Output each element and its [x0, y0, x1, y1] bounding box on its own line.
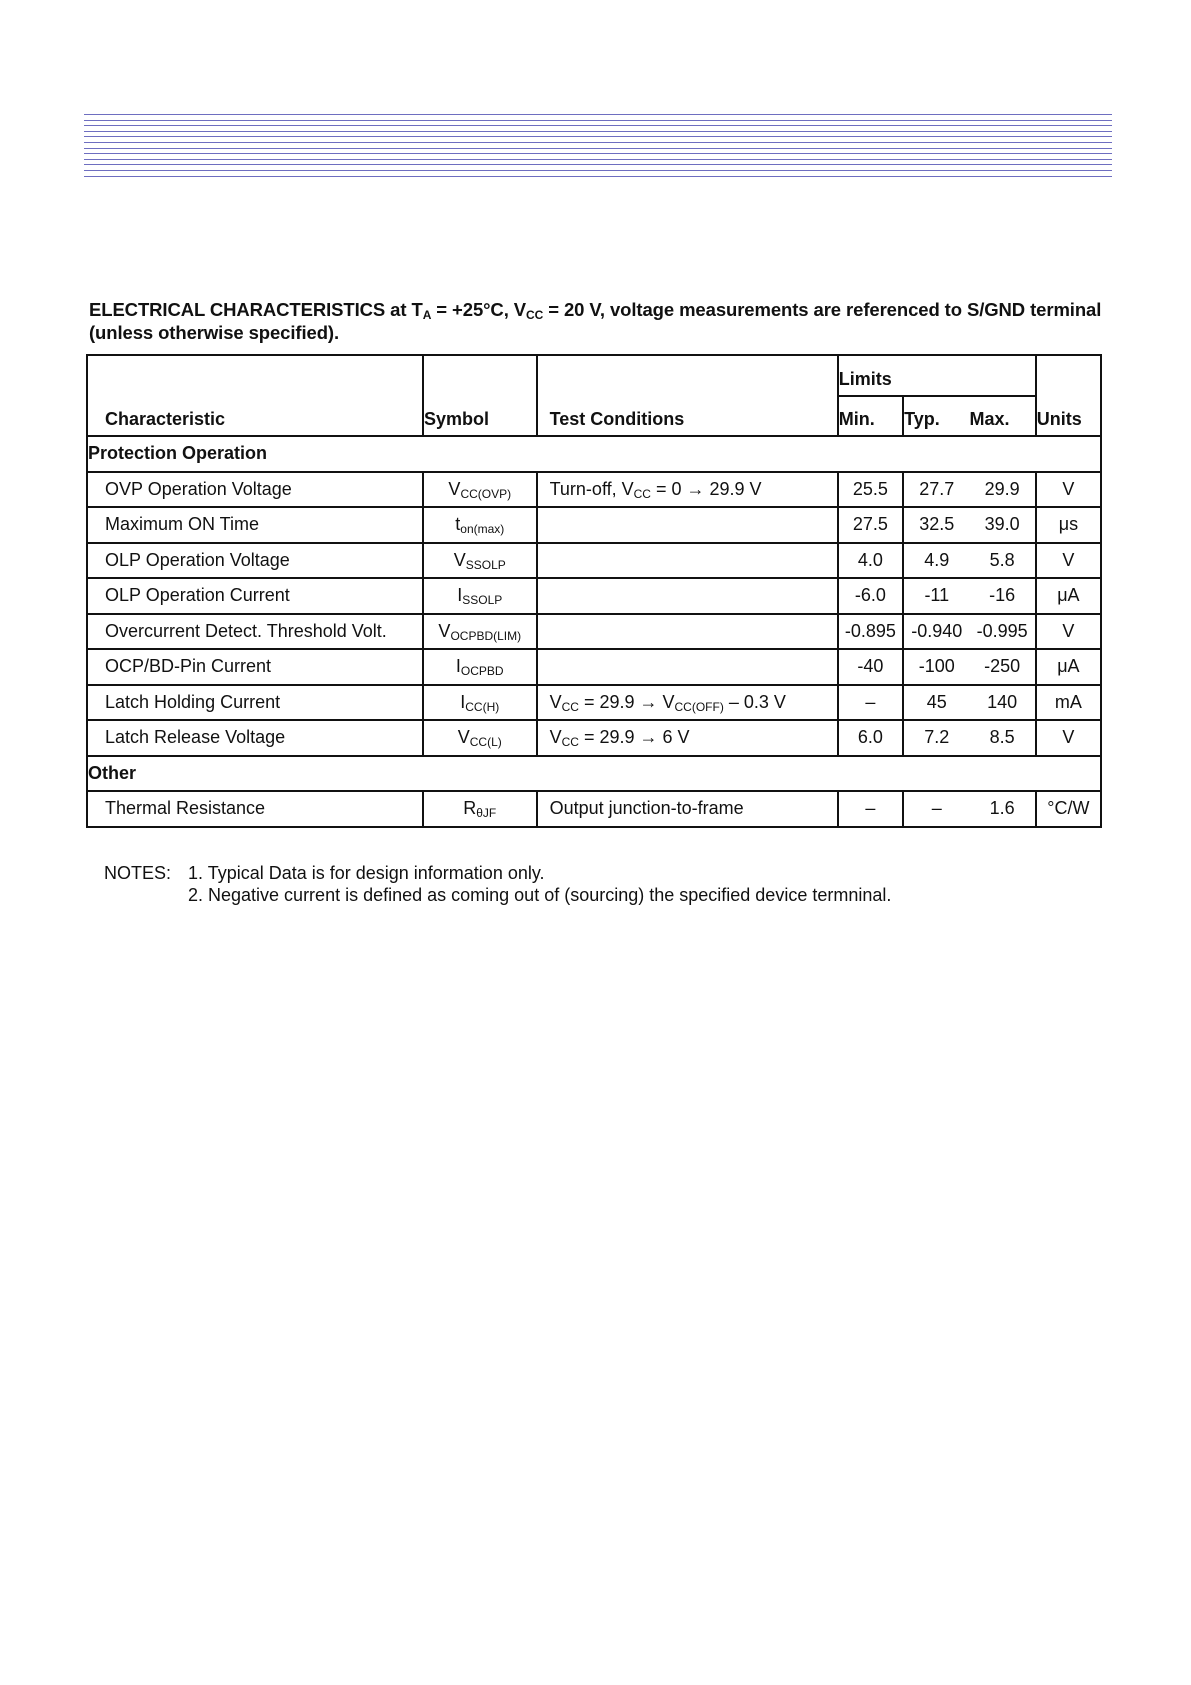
test-conditions-cell — [537, 543, 838, 579]
units-cell: °C/W — [1036, 791, 1101, 827]
table-row — [87, 578, 1101, 614]
symbol-cell: $V_{CC(L)}$ — [423, 720, 537, 756]
min-cell: – — [838, 685, 903, 721]
max-cell: 5.8 — [969, 543, 1035, 579]
test-conditions-cell — [537, 507, 838, 543]
section-title: Protection Operation — [87, 436, 1101, 472]
max-cell: 140 — [969, 685, 1035, 721]
table-row — [87, 472, 1101, 508]
characteristic-cell: OCP/BD-Pin Current — [87, 649, 423, 685]
typ-cell: 27.7 — [903, 472, 969, 508]
symbol-cell: $V_{SSOLP}$ — [423, 543, 537, 579]
max-cell: -16 — [969, 578, 1035, 614]
test-conditions-cell: $V_{CC} = 29.9 \to 6$ V — [537, 720, 838, 756]
characteristic-cell: OLP Operation Current — [87, 578, 423, 614]
symbol-cell: $I_{SSOLP}$ — [423, 578, 537, 614]
symbol-cell: $I_{CC(H)}$ — [423, 685, 537, 721]
min-cell: 4.0 — [838, 543, 903, 579]
typ-cell: -11 — [903, 578, 969, 614]
max-cell: 29.9 — [969, 472, 1035, 508]
units-cell: μs — [1036, 507, 1101, 543]
table-row — [87, 614, 1101, 650]
max-cell: -0.995 — [969, 614, 1035, 650]
symbol-cell: $V_{CC(OVP)}$ — [423, 472, 537, 508]
characteristic-cell: Thermal Resistance — [87, 791, 423, 827]
min-cell: 27.5 — [838, 507, 903, 543]
test-conditions-cell — [537, 614, 838, 650]
header-symbol: Symbol — [423, 355, 537, 436]
symbol-cell: $I_{OCPBD}$ — [423, 649, 537, 685]
table-row — [87, 649, 1101, 685]
units-cell: μA — [1036, 649, 1101, 685]
typ-cell: – — [903, 791, 969, 827]
characteristic-cell: Maximum ON Time — [87, 507, 423, 543]
table-row — [87, 791, 1101, 827]
characteristic-cell: Latch Holding Current — [87, 685, 423, 721]
units-cell: μA — [1036, 578, 1101, 614]
header-limits: Limits — [838, 355, 1036, 396]
electrical-characteristics-table — [86, 354, 1102, 828]
test-conditions-cell — [537, 578, 838, 614]
symbol-cell: $R_{\theta JF}$ — [423, 791, 537, 827]
typ-cell: 4.9 — [903, 543, 969, 579]
units-cell: V — [1036, 472, 1101, 508]
notes — [104, 862, 891, 906]
characteristic-cell: OVP Operation Voltage — [87, 472, 423, 508]
header-test-conditions: Test Conditions — [537, 355, 838, 436]
header-rule — [84, 114, 1112, 174]
table-row — [87, 543, 1101, 579]
header-min: Min. — [838, 396, 903, 437]
units-cell: V — [1036, 543, 1101, 579]
typ-cell: 45 — [903, 685, 969, 721]
table-row — [87, 507, 1101, 543]
test-conditions-cell: $V_{CC} = 29.9 \to V_{CC(OFF)} - 0.3$ V — [537, 685, 838, 721]
notes-label: NOTES: — [104, 863, 172, 883]
section-row — [87, 436, 1101, 472]
section-row — [87, 756, 1101, 792]
table-body — [87, 436, 1101, 827]
table-row — [87, 685, 1101, 721]
characteristic-cell: Overcurrent Detect. Threshold Volt. — [87, 614, 423, 650]
min-cell: 6.0 — [838, 720, 903, 756]
test-conditions-cell: Turn-off, $V_{CC} = 0 \to 29.9$ V — [537, 472, 838, 508]
header-typ: Typ. — [903, 396, 969, 437]
max-cell: 39.0 — [969, 507, 1035, 543]
max-cell: 1.6 — [969, 791, 1035, 827]
typ-cell: 7.2 — [903, 720, 969, 756]
electrical-characteristics-heading: ELECTRICAL CHARACTERISTICS at $T_A = +25^\circ C$, $V_{CC} = 20$ V, voltage measurements are referenced to S/GND terminal (unless otherwise specified). — [89, 299, 1102, 343]
note-item: 2. Negative current is defined as coming out of (sourcing) the specified device termninal. — [188, 885, 892, 905]
header-units-top — [1036, 355, 1101, 396]
section-title: Other — [87, 756, 1101, 792]
min-cell: -40 — [838, 649, 903, 685]
max-cell: -250 — [969, 649, 1035, 685]
symbol-cell: $V_{OCPBD(LIM)}$ — [423, 614, 537, 650]
units-cell: mA — [1036, 685, 1101, 721]
min-cell: – — [838, 791, 903, 827]
table-row — [87, 720, 1101, 756]
units-cell: V — [1036, 614, 1101, 650]
min-cell: 25.5 — [838, 472, 903, 508]
test-conditions-cell — [537, 649, 838, 685]
typ-cell: -0.940 — [903, 614, 969, 650]
header-max: Max. — [969, 396, 1035, 437]
characteristic-cell: Latch Release Voltage — [87, 720, 423, 756]
header-units: Units — [1036, 396, 1101, 437]
characteristic-cell: OLP Operation Voltage — [87, 543, 423, 579]
units-cell: V — [1036, 720, 1101, 756]
typ-cell: -100 — [903, 649, 969, 685]
min-cell: -0.895 — [838, 614, 903, 650]
note-item: 1. Typical Data is for design information only. — [188, 863, 545, 883]
test-conditions-cell: Output junction-to-frame — [537, 791, 838, 827]
typ-cell: 32.5 — [903, 507, 969, 543]
symbol-cell: $t_{on(max)}$ — [423, 507, 537, 543]
header-characteristic: Characteristic — [87, 355, 423, 436]
min-cell: -6.0 — [838, 578, 903, 614]
max-cell: 8.5 — [969, 720, 1035, 756]
